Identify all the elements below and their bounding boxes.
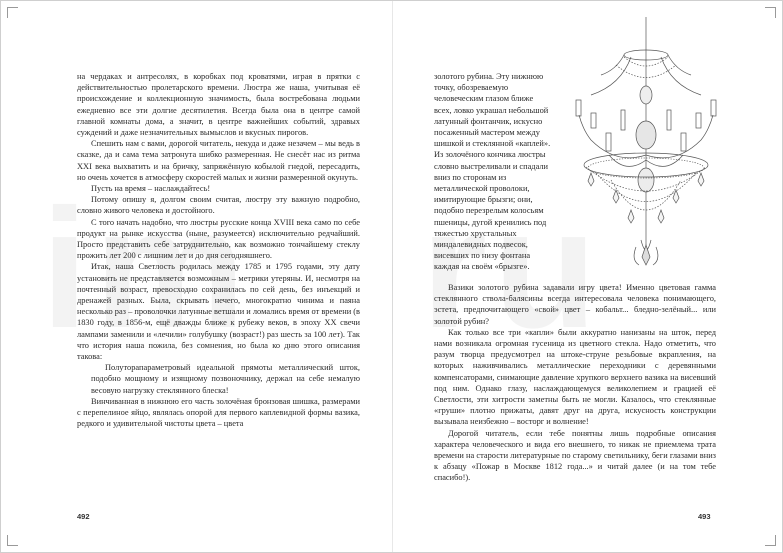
page-number-right: 493 [698,512,711,521]
paragraph: Спешить нам с вами, дорогой читатель, некуда и даже незачем – мы ведь в сказке, да и сама тема затронута шибко размеренная. Не снесёт нас из ритма XXI века выхватить и на бричку, запряжённую кобылой гнедой, пересадить, но очень хочется в атмосферу скоростей малых и жизни размеренной окунуть. [77,139,360,182]
paragraph: Итак, наша Светлость родилась между 1785 и 1795 годами, эту дату установить не представляется возможным – метрики утеряны. И, несмотря на почтенный возраст, превосходно сохранилась по сей день, без инъекций и дренажей разных. Была, скрывать нечего, многократно чинима и паяна несколько раз – проволочки латунные ветшали и ломались время от времени (в 1830 году, в 1856-м, ещё дважды ближе к рубежу веков, в эпоху XX свечи лампами заменили и «лечили» голубушку (возраст!) раз шесть за 100 лет). Так что история наша пожила, без сомнения, но была ко дню этого описания такова: [77,262,361,362]
paragraph: Пусть на время – наслаждайтесь! [91,184,211,194]
chandelier-illustration [561,15,731,277]
paragraph: Дорогой читатель, если тебе понятны лишь подробные описания характера человеческого и вида его внешнего, то никак не приемлема трата времени на старости литературные по старому светильнику, беги глазами вниз к абзацу «Пожар в Москве 1812 года...» и читай далее (и на том тебе спасибо!). [434,428,716,483]
page-gutter [392,1,393,552]
paragraph: Как только все три «капли» были аккуратно нанизаны на шток, перед нами возникала огромная гусеница из цветного стекла. Надо отметить, что разум творца предусмотрел на штоке-струне резьбовые вкрапления, на которых наживчивались металлические переходники с деревянными компенсаторами, снимающие давление хрупкого верхнего вазика на висевший под ним. Однако глазу, наслаждающемуся великолепием и грацией её Светлости, эти хитрости заметны быть не могли. Казалось, что стеклянные «груши» плотно прижаты, давят друг на друга, искусность конструкции вызывала неизбежно – восторг и волнение! [434,327,716,427]
right-page-text [434,282,716,484]
paragraph: Винчиванная в нижнюю его часть золочёная бронзовая шишка, размерами с перепелиное яйцо, являлась опорой для первого каплевидной формы вазика, редкого и удивительной чистоты цвета – цвета [77,396,360,429]
crop-mark [765,535,776,546]
paragraph: Потому опишу я, долгом своим считая, люстру эту важную подробно, словно живого человека и достойного. [77,195,360,216]
page-number-left: 492 [77,512,90,521]
crop-mark [765,7,776,18]
quote-paragraph: Полуторапараметровый идеальной прямоты металлический шток, подобно мощному и изящному позвоночнику, держал на себе немалую весовую нагрузку стеклянного блеска! [91,363,360,395]
paragraph: С того начать надобно, что люстры русские конца XVIII века само по себе продукт на рынке искусства (ныне, разумеется) исключительно редчайший. Просто представить себе затруднительно, как возможно тончайшему стеклу прожить лет 200 с лишним лет и до дня сегодняшнего. [77,217,360,261]
crop-mark [7,535,18,546]
left-page-text [77,71,360,430]
crop-mark [7,7,18,18]
paragraph: золотого рубина. Эту нижнюю точку, обозреваемую человеческим глазом ближе всех, ловко украшал небольшой латунный фонтанчик, искусно посаженный мастером между шишкой и стеклянной «каплей». Из золочёного кончика люстры словно выстреливали и спадали вниз по сторонам из металлической проволоки, имитирующие брызги; они, подобно перезрелым колосьям пшеницы, дугой кренились под тяжестью хрустальных миндалевидных подвесок, висевших по низу фонтана каждая на своём «брызге». [434,72,551,272]
right-page-narrow-text [434,71,551,273]
paragraph: Вазики золотого рубина задавали игру цвета! Именно цветовая гамма стеклянного ствола-балясины всегда интересовала человека понимающего, эстета, предпочитающего «свой» цвет – кобальт... бледно-зелёный... или золотой рубин? [434,283,716,326]
paragraph: на чердаках и антресолях, в коробках под кроватями, играя в прятки с действительностью пролетарского времени. Люстра же наша, учитывая её происхождение и коллекционную значимость, была востребована людьми ежедневно все эти долгие десятилетия. Всегда была она в центре самой главной комнаты дома, а значит, в центре важнейших событий, здравых суждений и даже незначительных вымыслов и вкусных пирогов. [77,72,360,138]
